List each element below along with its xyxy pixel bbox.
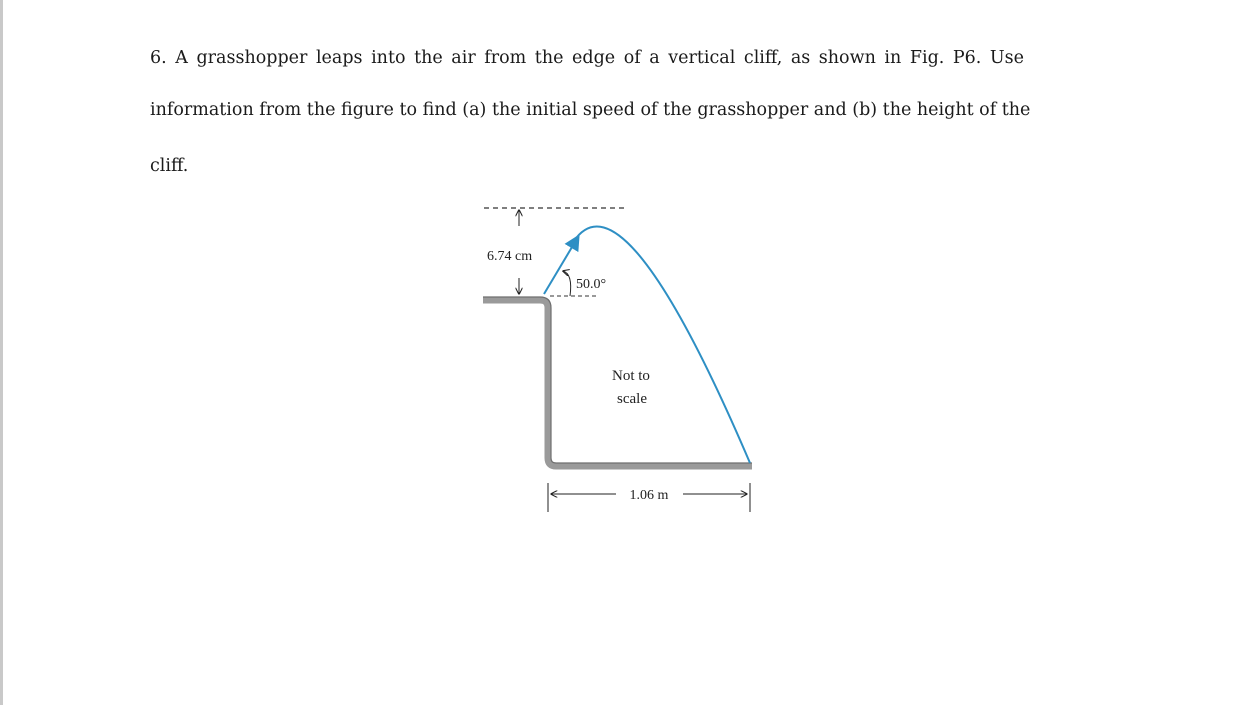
note-line-2: scale bbox=[617, 391, 647, 407]
problem-line-1-text: A grasshopper leaps into the air from the edge of a vertical cliff, as shown in Fig. P6. Use bbox=[175, 48, 1025, 68]
angle-arc bbox=[563, 271, 571, 296]
problem-line-3: cliff. bbox=[150, 156, 189, 176]
cliff-figure bbox=[478, 196, 768, 526]
distance-label: 1.06 m bbox=[629, 488, 669, 503]
note-line-1: Not to bbox=[612, 368, 650, 384]
page-left-border bbox=[0, 0, 3, 705]
angle-label: 50.0° bbox=[576, 277, 607, 292]
trajectory-curve bbox=[574, 227, 750, 463]
problem-line-1 bbox=[150, 48, 1024, 68]
problem-number: 6. bbox=[150, 48, 167, 68]
problem-line-2: information from the figure to find (a) the initial speed of the grasshopper and (b) the height of the bbox=[150, 100, 1031, 120]
initial-velocity-arrow bbox=[544, 237, 578, 294]
height-label: 6.74 cm bbox=[487, 249, 533, 264]
